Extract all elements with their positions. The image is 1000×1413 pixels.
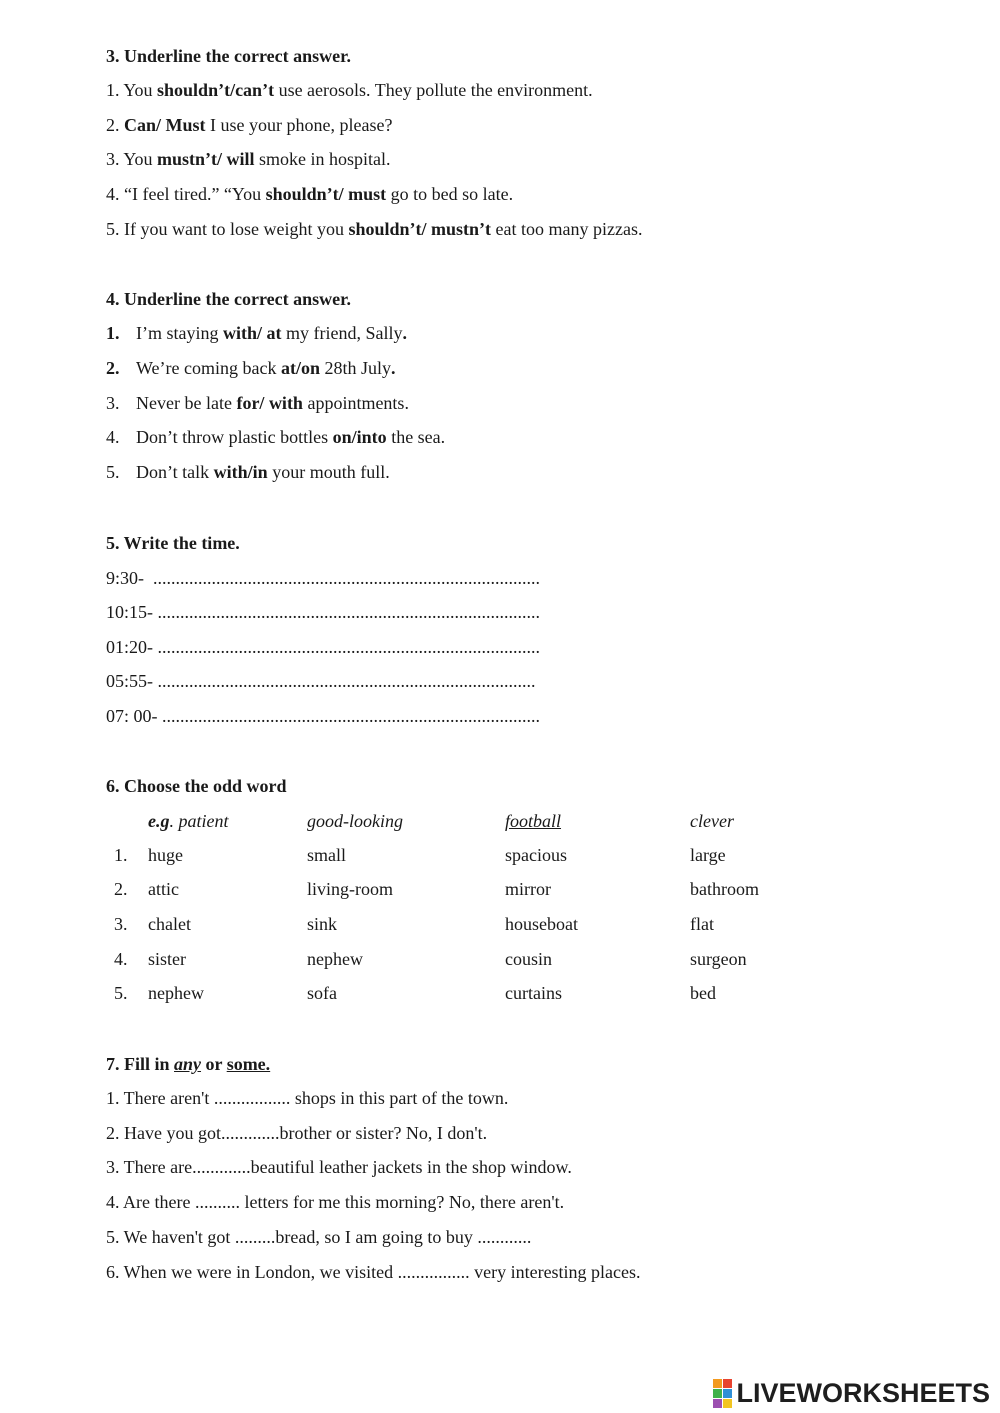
s4-item-5 xyxy=(106,461,390,483)
s4-item-3-options[interactable]: for/ with xyxy=(236,393,303,413)
s6-row-1-number: 1. xyxy=(114,845,128,865)
s5-item-4 xyxy=(106,670,536,692)
section-6-title: 6. Choose the odd word xyxy=(106,776,287,796)
s6-row-2-word-3[interactable]: mirror xyxy=(505,879,551,899)
s3-item-1-options[interactable]: shouldn’t/can’t xyxy=(157,80,275,100)
s3-item-1 xyxy=(106,79,593,101)
s6-row-1-word-2[interactable]: small xyxy=(307,845,346,865)
s5-item-5-time: 07: 00- xyxy=(106,706,162,726)
s3-item-2-post: I use your phone, please? xyxy=(205,115,393,135)
s4-item-2-post: 28th July xyxy=(320,358,392,378)
s4-item-5-pre: Don’t talk xyxy=(136,462,214,482)
logo-blocks-icon xyxy=(713,1379,732,1408)
s4-item-3 xyxy=(106,392,409,414)
s6-row-3-number: 3. xyxy=(114,914,128,934)
s3-item-4 xyxy=(106,183,513,205)
s3-item-3-options[interactable]: mustn’t/ will xyxy=(157,149,255,169)
s5-item-2 xyxy=(106,601,540,623)
s5-item-3-blank[interactable]: ..................................................................................... xyxy=(157,637,540,657)
s6-example-word-3: football xyxy=(505,811,562,831)
s3-item-2-pre: 2. xyxy=(106,115,124,135)
s5-item-1 xyxy=(106,567,540,589)
s6-row-4-word-2[interactable]: nephew xyxy=(307,949,363,969)
s3-item-2 xyxy=(106,114,392,136)
s6-row-4-number: 4. xyxy=(114,949,128,969)
s7-item-4[interactable]: 4. Are there .......... letters for me this morning? No, there aren't. xyxy=(106,1192,565,1212)
s6-row-5-word-1[interactable]: nephew xyxy=(148,983,204,1003)
s3-item-3-post: smoke in hospital. xyxy=(254,149,391,169)
s3-item-5-options[interactable]: shouldn’t/ mustn’t xyxy=(348,219,492,239)
s3-item-1-post: use aerosols. They pollute the environment. xyxy=(274,80,593,100)
s6-row-3-word-4[interactable]: flat xyxy=(690,914,714,934)
s7-title-any: any xyxy=(174,1054,202,1074)
s7-title-or: or xyxy=(201,1054,227,1074)
s4-item-5-options[interactable]: with/in xyxy=(213,462,268,482)
s3-item-4-pre: 4. “I feel tired.” “You xyxy=(106,184,266,204)
logo-block-3 xyxy=(713,1389,722,1398)
s4-item-1-pre: I’m staying xyxy=(136,323,223,343)
s4-item-3-pre: Never be late xyxy=(136,393,237,413)
s4-item-1-post: my friend, Sally xyxy=(281,323,403,343)
s4-item-1 xyxy=(106,322,407,344)
s6-row-2-number: 2. xyxy=(114,879,128,899)
s6-row-3-word-2[interactable]: sink xyxy=(307,914,338,934)
s5-item-1-blank[interactable]: ...................................................................................... xyxy=(153,568,540,588)
s6-example-word-4: clever xyxy=(690,811,734,831)
s7-title-pre: 7. Fill in xyxy=(106,1054,175,1074)
s5-item-2-time: 10:15- xyxy=(106,602,158,622)
s4-item-4-pre: Don’t throw plastic bottles xyxy=(136,427,333,447)
s4-item-4-post: the sea. xyxy=(386,427,446,447)
s3-item-3-pre: 3. You xyxy=(106,149,158,169)
s6-row-1-word-4[interactable]: large xyxy=(690,845,726,865)
logo-block-4 xyxy=(723,1389,732,1398)
s7-item-5[interactable]: 5. We haven't got .........bread, so I am going to buy ............ xyxy=(106,1227,532,1247)
s4-item-2-options[interactable]: at/on xyxy=(280,358,320,378)
logo-block-6 xyxy=(723,1399,732,1408)
s5-item-1-time: 9:30- xyxy=(106,568,153,588)
section-7-title xyxy=(106,1053,270,1075)
logo-block-2 xyxy=(723,1379,732,1388)
s4-item-2-end: . xyxy=(391,358,396,378)
s4-item-4-number: 4. xyxy=(106,427,120,447)
s5-item-3-time: 01:20- xyxy=(106,637,158,657)
s6-row-2-word-2[interactable]: living-room xyxy=(307,879,393,899)
s6-example-first: . patient xyxy=(169,811,229,831)
s4-item-5-post: your mouth full. xyxy=(267,462,390,482)
s3-item-5-pre: 5. If you want to lose weight you xyxy=(106,219,349,239)
s6-row-2-word-1[interactable]: attic xyxy=(148,879,179,899)
s3-item-4-options[interactable]: shouldn’t/ must xyxy=(265,184,387,204)
s4-item-4 xyxy=(106,426,445,448)
s6-row-4-word-4[interactable]: surgeon xyxy=(690,949,747,969)
s4-item-5-number: 5. xyxy=(106,462,120,482)
s6-example-eg: e.g xyxy=(148,811,170,831)
s5-item-4-time: 05:55- xyxy=(106,671,158,691)
logo-block-1 xyxy=(713,1379,722,1388)
s3-item-5-post: eat too many pizzas. xyxy=(491,219,643,239)
s5-item-5-blank[interactable]: .................................................................................... xyxy=(162,706,540,726)
section-4-title: 4. Underline the correct answer. xyxy=(106,289,351,309)
s7-item-1[interactable]: 1. There aren't ................. shops in this part of the town. xyxy=(106,1088,509,1108)
s4-item-3-post: appointments. xyxy=(302,393,409,413)
s4-item-2 xyxy=(106,357,396,379)
s6-row-3-word-1[interactable]: chalet xyxy=(148,914,191,934)
s4-item-1-end: . xyxy=(402,323,407,343)
s7-item-2[interactable]: 2. Have you got.............brother or sister? No, I don't. xyxy=(106,1123,488,1143)
s5-item-5 xyxy=(106,705,540,727)
s4-item-1-number: 1. xyxy=(106,323,120,343)
s7-item-3[interactable]: 3. There are.............beautiful leather jackets in the shop window. xyxy=(106,1157,572,1177)
logo-text: LIVEWORKSHEETS xyxy=(736,1377,990,1408)
s5-item-4-blank[interactable]: .................................................................................... xyxy=(157,671,536,691)
s3-item-1-pre: 1. You xyxy=(106,80,158,100)
s6-row-4-word-1[interactable]: sister xyxy=(148,949,186,969)
s3-item-3 xyxy=(106,148,391,170)
section-5-title: 5. Write the time. xyxy=(106,533,240,553)
s5-item-3 xyxy=(106,636,540,658)
s6-row-1-word-3[interactable]: spacious xyxy=(505,845,567,865)
s6-row-3-word-3[interactable]: houseboat xyxy=(505,914,578,934)
s6-row-2-word-4[interactable]: bathroom xyxy=(690,879,759,899)
s4-item-3-number: 3. xyxy=(106,393,120,413)
s6-row-4-word-3[interactable]: cousin xyxy=(505,949,552,969)
s6-row-1-word-1[interactable]: huge xyxy=(148,845,183,865)
section-3-title: 3. Underline the correct answer. xyxy=(106,46,351,66)
s6-row-5-word-3[interactable]: curtains xyxy=(505,983,562,1003)
s6-row-5-word-2[interactable]: sofa xyxy=(307,983,337,1003)
s5-item-2-blank[interactable]: ..................................................................................... xyxy=(157,602,540,622)
s3-item-4-post: go to bed so late. xyxy=(386,184,514,204)
logo-block-5 xyxy=(713,1399,722,1408)
s6-example-word-1 xyxy=(148,810,229,832)
s4-item-2-pre: We’re coming back xyxy=(136,358,281,378)
s3-item-2-options[interactable]: Can/ Must xyxy=(124,115,206,135)
s4-item-1-options[interactable]: with/ at xyxy=(223,323,282,343)
s7-title-some: some. xyxy=(226,1054,271,1074)
s6-example-word-2: good-looking xyxy=(307,811,403,831)
s3-item-5 xyxy=(106,218,642,240)
s4-item-4-options[interactable]: on/into xyxy=(332,427,387,447)
s4-item-2-number: 2. xyxy=(106,358,120,378)
s6-row-5-number: 5. xyxy=(114,983,128,1003)
s7-item-6[interactable]: 6. When we were in London, we visited ................ very interesting places. xyxy=(106,1262,641,1282)
s6-row-5-word-4[interactable]: bed xyxy=(690,983,716,1003)
liveworksheets-logo xyxy=(713,1378,990,1408)
